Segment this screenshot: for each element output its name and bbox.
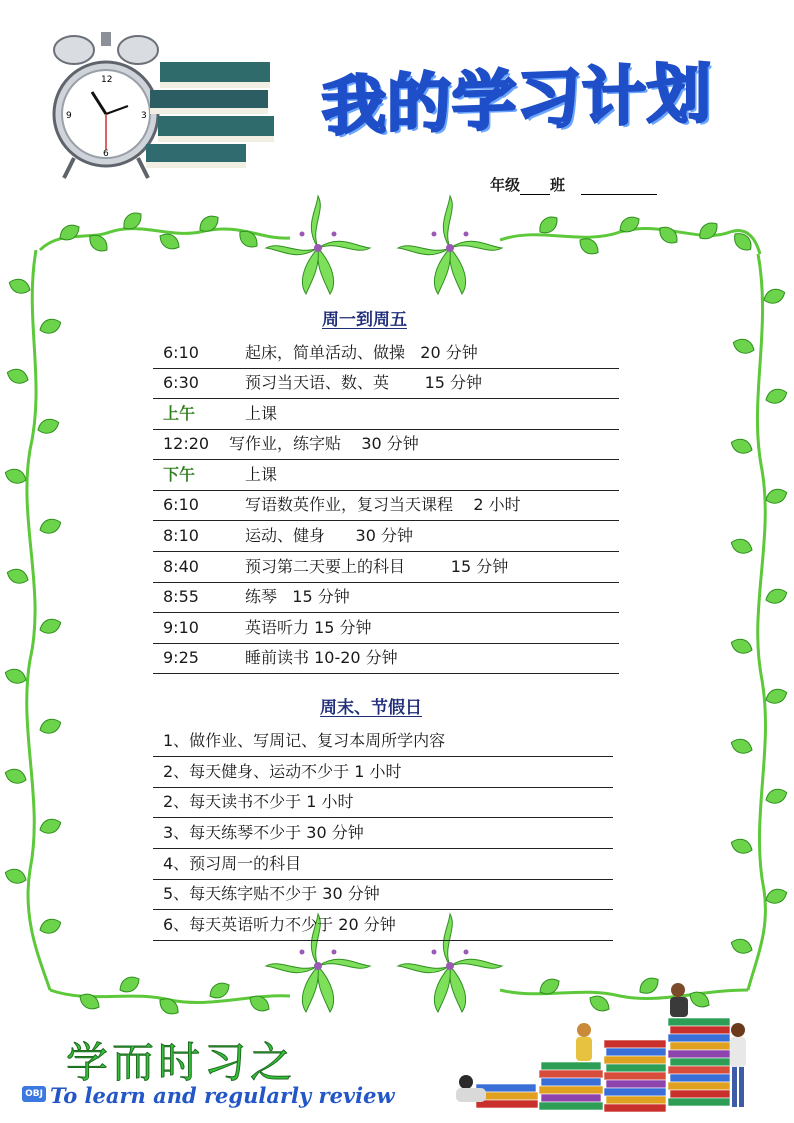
schedule-row xyxy=(153,521,619,552)
schedule-time: 9:25 xyxy=(163,648,199,667)
schedule-activity: 写作业，练字贴 30 分钟 xyxy=(229,434,419,453)
schedule-time: 6:10 xyxy=(163,495,199,514)
motto-english: To learn and regularly review xyxy=(50,1083,395,1108)
list-item xyxy=(153,757,613,788)
list-item xyxy=(153,726,613,757)
schedule-row xyxy=(153,338,619,369)
weekday-heading: 周一到周五 xyxy=(322,310,407,330)
schedule-time: 6:10 xyxy=(163,343,199,362)
page-title: 我的学习计划 xyxy=(322,57,712,145)
schedule-time: 8:10 xyxy=(163,526,199,545)
schedule-row xyxy=(153,368,619,399)
grade-label: 年级 xyxy=(490,176,521,194)
svg-text:12: 12 xyxy=(101,75,113,85)
schedule-activity: 预习当天语、数、英 15 分钟 xyxy=(245,373,483,392)
list-item-text: 4、预习周一的科目 xyxy=(163,854,302,873)
schedule-activity: 预习第二天要上的科目 15 分钟 xyxy=(245,557,509,576)
schedule-activity: 睡前读书 10-20 分钟 xyxy=(245,648,398,667)
svg-text:6: 6 xyxy=(103,149,109,159)
schedule-time: 6:30 xyxy=(163,373,199,392)
schedule-row xyxy=(153,613,619,644)
list-item xyxy=(153,787,613,818)
list-item xyxy=(153,910,613,941)
schedule-row xyxy=(153,643,619,674)
object-badge-icon: OBJ xyxy=(22,1086,46,1102)
schedule-row xyxy=(153,429,619,460)
svg-text:3: 3 xyxy=(141,111,147,121)
schedule-time: 8:55 xyxy=(163,587,199,606)
weekend-heading: 周末、节假日 xyxy=(320,698,422,718)
list-item-text: 1、做作业、写周记、复习本周所学内容 xyxy=(163,731,446,750)
schedule-activity: 起床，简单活动、做操 20 分钟 xyxy=(245,343,478,362)
motto-chinese: 学而时习之 xyxy=(66,1038,297,1087)
list-item-text: 2、每天读书不少于 1 小时 xyxy=(163,792,354,811)
class-label: 班 xyxy=(550,176,566,194)
schedule-row xyxy=(153,582,619,613)
schedule-time: 8:40 xyxy=(163,557,199,576)
schedule-row xyxy=(153,490,619,521)
schedule-activity: 上课 xyxy=(245,404,278,423)
schedule-time: 9:10 xyxy=(163,618,199,637)
svg-text:9: 9 xyxy=(66,111,72,121)
list-item-text: 3、每天练琴不少于 30 分钟 xyxy=(163,823,364,842)
schedule-row xyxy=(153,460,619,491)
list-item-text: 2、每天健身、运动不少于 1 小时 xyxy=(163,762,402,781)
schedule-activity: 运动、健身 30 分钟 xyxy=(245,526,413,545)
schedule-time: 12:20 xyxy=(163,434,210,453)
schedule-row xyxy=(153,552,619,583)
list-item xyxy=(153,849,613,880)
list-item-text: 6、每天英语听力不少于 20 分钟 xyxy=(163,915,396,934)
schedule-row xyxy=(153,399,619,430)
schedule-activity: 练琴 15 分钟 xyxy=(245,587,350,606)
list-item xyxy=(153,879,613,910)
schedule-activity: 写语数英作业，复习当天课程 2 小时 xyxy=(245,495,521,514)
schedule-activity: 英语听力 15 分钟 xyxy=(245,618,372,637)
list-item xyxy=(153,818,613,849)
list-item-text: 5、每天练字贴不少于 30 分钟 xyxy=(163,884,380,903)
schedule-time: 下午 xyxy=(163,465,196,484)
students-on-books-illustration xyxy=(446,980,776,1116)
schedule-time: 上午 xyxy=(163,404,196,423)
schedule-activity: 上课 xyxy=(245,465,278,484)
